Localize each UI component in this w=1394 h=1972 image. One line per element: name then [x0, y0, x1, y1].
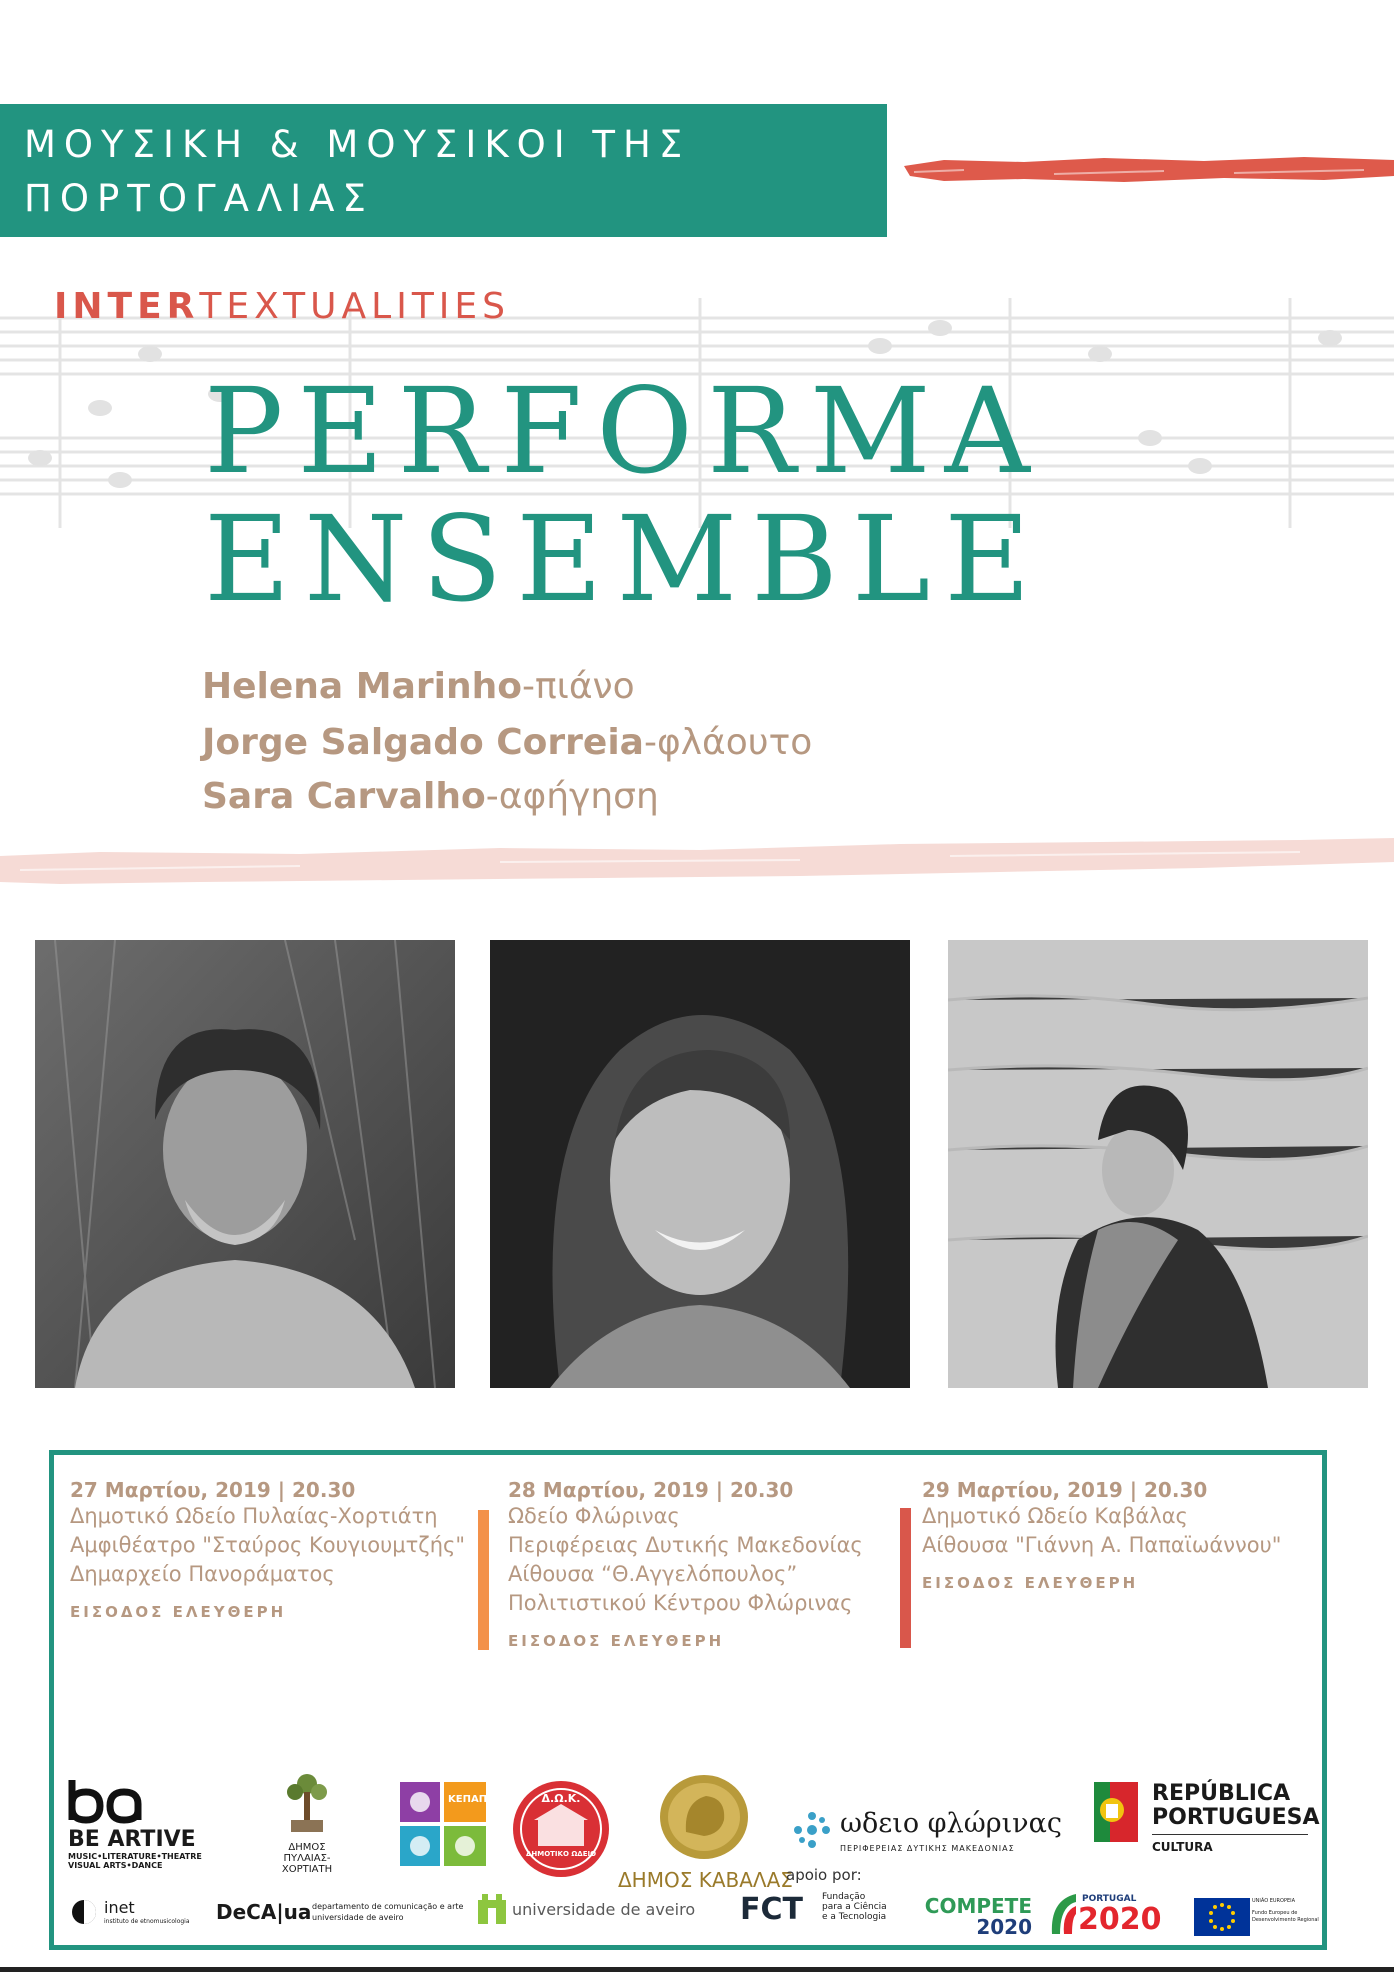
eu-flag-icon: [1194, 1898, 1250, 1936]
performer-role: -αφήγηση: [485, 776, 659, 817]
event-venue-line: Δημοτικό Ωδείο Πυλαίας-Χορτιάτη: [70, 1504, 438, 1528]
portrait-woman-smiling-image: [490, 940, 910, 1388]
kepap-label: ΚΕΠΑΠ: [448, 1794, 488, 1805]
pink-brush-stroke: [0, 832, 1394, 894]
eu-line-1: UNIÃO EUROPEIA: [1252, 1898, 1296, 1904]
free-entry-label: ΕΙΣΟΔΟΣ ΕΛΕΥΘΕΡΗ: [70, 1603, 287, 1621]
fct-sub-3: e a Tecnologia: [822, 1912, 887, 1922]
eu-line-2: Fundo Europeu de: [1252, 1910, 1298, 1916]
beartive-tagline-1: MUSIC•LITERATURE•THEATRE: [68, 1852, 202, 1861]
event-date: 28 Μαρτίου, 2019 | 20.30: [508, 1478, 794, 1502]
performer-3: [202, 776, 659, 817]
ensemble-title-line-2: ENSEMBLE: [204, 490, 1045, 628]
event-date: 29 Μαρτίου, 2019 | 20.30: [922, 1478, 1208, 1502]
inet-name: inet: [104, 1898, 135, 1917]
odeio-florinas-name: ωδειο φλώρινας: [840, 1808, 1062, 1839]
deca-name: DeCA|ua: [216, 1900, 312, 1924]
flower-ornament-icon: [790, 1808, 834, 1852]
header-banner: [0, 104, 887, 237]
beartive-mark-icon: [68, 1780, 142, 1824]
free-entry-label: ΕΙΣΟΔΟΣ ΕΛΕΥΘΕΡΗ: [922, 1574, 1139, 1592]
odeio-florinas-sub: ΠΕΡΙΦΕΡΕΙΑΣ ΔΥΤΙΚΗΣ ΜΑΚΕΔΟΝΙΑΣ: [840, 1844, 1015, 1853]
ensemble-title-line-1: PERFORMA: [204, 362, 1044, 500]
dok-bottom: ΔΗΜΟΤΙΚΟ ΩΔΕΙΟ: [525, 1850, 597, 1858]
event-venue-line: Περιφέρειας Δυτικής Μακεδονίας: [508, 1533, 863, 1557]
event-1: [70, 1478, 490, 1621]
event-venue-line: Πολιτιστικού Κέντρου Φλώρινας: [508, 1591, 853, 1615]
inet-circle-icon: [70, 1898, 98, 1926]
event-venue-line: Αίθουσα "Γιάννη Α. Παπαϊωάννου": [922, 1533, 1282, 1557]
series-title: [54, 286, 510, 327]
republica-line-1: REPÚBLICA: [1152, 1781, 1291, 1806]
banner-line-1: ΜΟΥΣΙΚΗ & ΜΟΥΣΙΚΟΙ ΤΗΣ: [24, 123, 691, 166]
kepap-logo: [398, 1780, 488, 1874]
series-title-bold: INTER: [54, 286, 200, 327]
performer-name: Sara Carvalho: [202, 776, 486, 817]
event-venue-line: Ωδείο Φλώρινας: [508, 1504, 680, 1528]
compete-logo: [900, 1896, 1032, 1938]
performer-2: [202, 722, 812, 763]
photo-performer-1: [35, 940, 455, 1388]
portrait-woman-by-sea-image: [948, 940, 1368, 1388]
inet-sub: instituto de etnomusicologia: [104, 1918, 190, 1925]
compete-line-2: 2020: [976, 1915, 1032, 1939]
eu-line-3: Desenvolvimento Regional: [1252, 1917, 1319, 1923]
fct-sub-1: Fundação: [822, 1892, 866, 1902]
fct-name: FCT: [740, 1892, 803, 1927]
republica-line-3: CULTURA: [1152, 1840, 1213, 1854]
portugal-emblem-icon: [1094, 1782, 1138, 1842]
performer-1: [202, 666, 635, 707]
fct-sub-2: para a Ciência: [822, 1902, 887, 1912]
event-venue-line: Αμφιθέατρο "Σταύρος Κουγιουμτζής": [70, 1533, 465, 1557]
coin-icon: [654, 1772, 754, 1862]
tree-icon: [277, 1768, 337, 1838]
beartive-name: BE ARTIVE: [68, 1827, 196, 1852]
event-venue-line: Δημαρχείο Πανοράματος: [70, 1562, 335, 1586]
red-brush-stroke: [904, 152, 1394, 186]
beartive-tagline-2: VISUAL ARTS•DANCE: [68, 1861, 163, 1870]
photo-performer-2: [490, 940, 910, 1388]
deca-sub-1: departamento de comunicação e arte: [312, 1902, 464, 1911]
dimos-kavalas-logo: [618, 1772, 793, 1892]
banner-title: [24, 118, 690, 226]
dimos-pylaias-line-1: ΔΗΜΟΣ: [288, 1842, 326, 1853]
bottom-rule: [0, 1967, 1394, 1972]
republica-line-2: PORTUGUESA: [1152, 1805, 1320, 1830]
free-entry-label: ΕΙΣΟΔΟΣ ΕΛΕΥΘΕΡΗ: [508, 1632, 725, 1650]
event-venue-line: Αίθουσα “Θ.Αγγελόπουλος”: [508, 1562, 798, 1586]
performer-role: -πιάνο: [521, 666, 635, 707]
series-title-light: TEXTUALITIES: [199, 286, 511, 327]
dimos-pylaias-line-2: ΠΥΛΑΙΑΣ-ΧΟΡΤΙΑΤΗ: [281, 1853, 333, 1875]
fct-sub: [822, 1892, 887, 1922]
dok-top: Δ.Ω.Κ.: [541, 1792, 581, 1805]
event-date: 27 Μαρτίου, 2019 | 20.30: [70, 1478, 356, 1502]
ua-name: universidade de aveiro: [512, 1900, 696, 1919]
apoio-label: apoio por:: [786, 1866, 862, 1884]
performer-name: Jorge Salgado Correia: [202, 722, 644, 763]
dok-logo: [510, 1778, 612, 1884]
performer-role: -φλάουτο: [643, 722, 813, 763]
republica-divider: [1152, 1834, 1308, 1835]
beartive-logo: [68, 1780, 202, 1870]
ua-mark-icon: [478, 1894, 506, 1924]
portugal-2020-mark-icon: [1050, 1894, 1076, 1934]
dimos-pylaias-logo: [262, 1768, 352, 1875]
deca-sub-2: universidade de aveiro: [312, 1913, 404, 1922]
compete-line-1: COMPETE: [924, 1894, 1032, 1918]
portrait-man-image: [35, 940, 455, 1388]
event-2: [508, 1478, 908, 1650]
banner-line-2: ΠΟΡΤΟΓΑΛΙΑΣ: [24, 177, 374, 220]
event-venue-line: Δημοτικό Ωδείο Καβάλας: [922, 1504, 1188, 1528]
portugal-2020-line-1: PORTUGAL: [1082, 1894, 1137, 1904]
event-divider-orange: [478, 1510, 489, 1650]
performer-name: Helena Marinho: [202, 666, 522, 707]
event-3: [922, 1478, 1322, 1592]
event-divider-red: [900, 1508, 911, 1648]
dimos-kavalas-name: ΔΗΜΟΣ ΚΑΒΑΛΑΣ: [618, 1868, 793, 1892]
portugal-2020-line-2: 2020: [1078, 1902, 1162, 1937]
photo-performer-3: [948, 940, 1368, 1388]
